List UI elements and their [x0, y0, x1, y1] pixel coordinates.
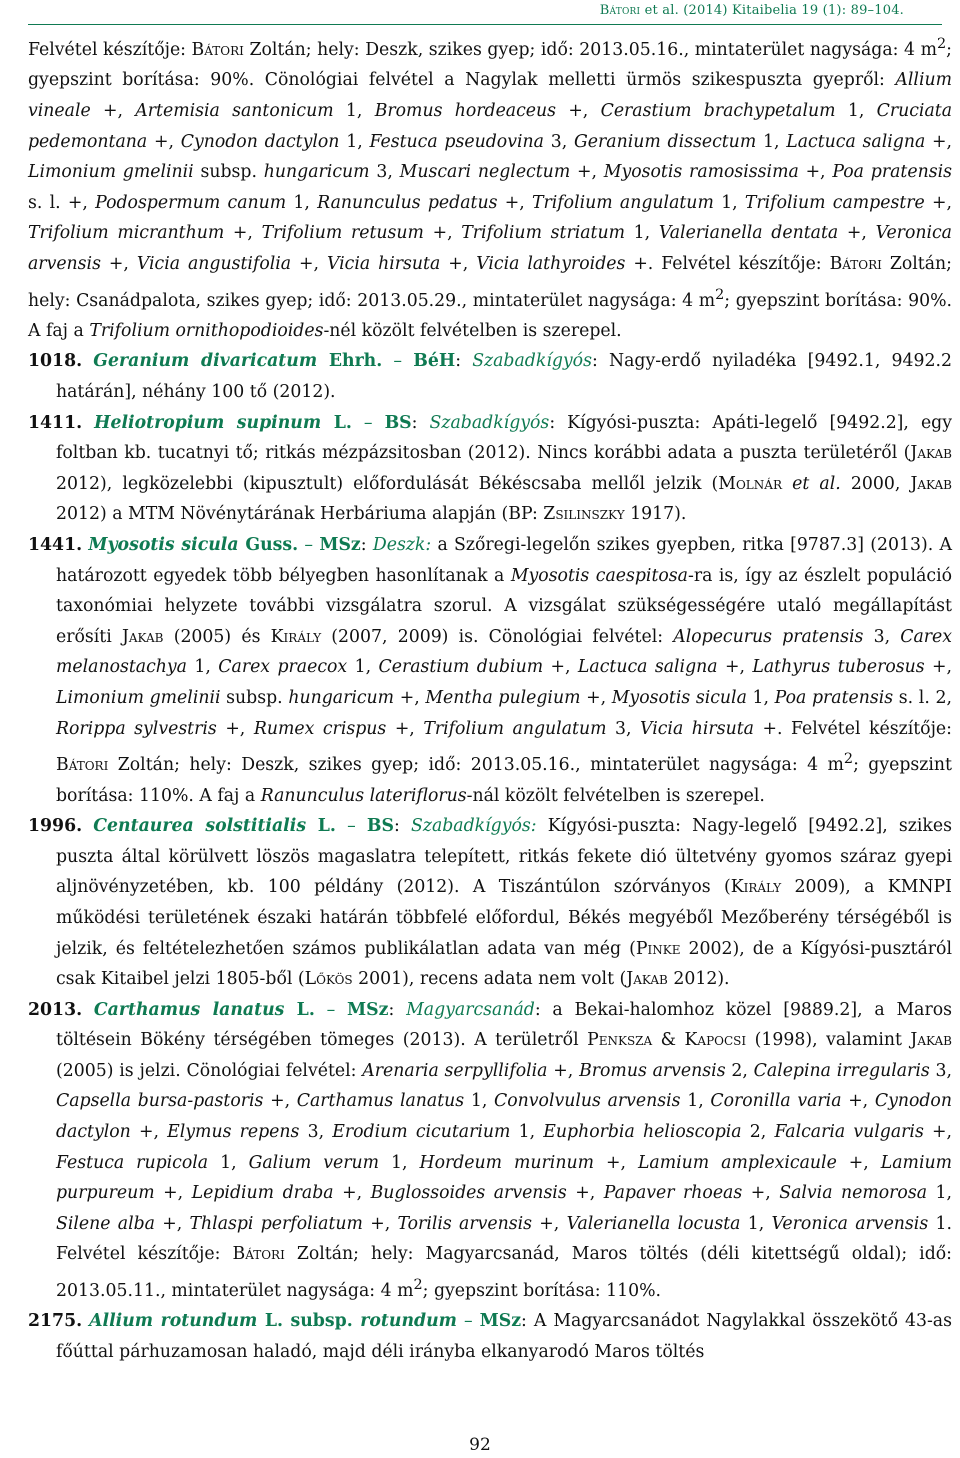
header-author: Bátori — [599, 3, 641, 18]
entry-number: 1411. — [28, 412, 83, 433]
species-name: Heliotropium supinum — [94, 412, 322, 433]
header-citation: et al. (2014) Kitaibelia 19 (1): 89–104. — [640, 3, 904, 18]
header-divider — [28, 24, 942, 25]
page-number: 92 — [469, 1435, 491, 1455]
entry-number: 2013. — [28, 999, 83, 1020]
region-code: BS — [366, 816, 394, 837]
region-code: MSz — [479, 1311, 522, 1332]
locality: Szabadkígyós: — [411, 816, 537, 837]
entry-number: 1018. — [28, 351, 83, 372]
article-body — [28, 29, 952, 1368]
entry-1996: 1996. Centaurea solstitialis L. – BS: Szabadkígyós: Kígyósi-puszta: Nagy-legelő [9492.2], szikes puszta által körülvett löszös magaslatra telepített, ritkás fekete dió ültetvény gyomos száraz gyepi aljnövényzetében, kb. 100 példány (2012). A Tiszántúlon szórványos (Király 2009), a KMNPI működési területének északi határán többfelé előfordul, Békés megyéből Mezőberény térségéből is jelzik, és feltételezhetően számos publikálatlan adata van még (Pinke 2002), de a Kígyósi-pusztáról csak Kitaibel jelzi 1805-ből (Lőkös 2001), recens adata nem volt (Jakab 2012). — [28, 816, 952, 990]
locality: Szabadkígyós — [429, 412, 550, 433]
locality: Deszk: — [372, 535, 432, 556]
locality: Szabadkígyós — [472, 351, 592, 372]
entry-1018: 1018. Geranium divaricatum Ehrh. – BéH: Szabadkígyós: Nagy-erdő nyiladéka [9492.1, 9492.2 határán], néhány 100 tő (2012). — [28, 351, 952, 403]
entry-2175: 2175. Allium rotundum L. subsp. rotundum – MSz: A Magyarcsanádot Nagylakkal összekötő 43-as főúttal párhuzamosan haladó, majd déli irányba elkanyarodó Maros töltés — [28, 1311, 952, 1362]
continuation-paragraph: Felvétel készítője: Bátori Zoltán; hely: Deszk, szikes gyep; idő: 2013.05.16., mintaterület nagysága: 4 $m^2$; gyepszint borítása: 90%. Cönológiai felvétel a Nagylak melletti ürmös szikespuszta gyepről: Allium vineale +, Artemisia santonicum 1, Bromus hordeaceus +, Cerastium brachypetalum 1, Cruciata pedemontana +, Cynodon dactylon 1, Festuca pseudovina 3, Geranium dissectum 1, Lactuca saligna +, Limonium gmelinii subsp. hungaricum 3, Muscari neglectum +, Myosotis ramosissima +, Poa pratensis s. l. +, Podospermum canum 1, Ranunculus pedatus +, Trifolium angulatum 1, Trifolium campestre +, Trifolium micranthum +, Trifolium retusum +, Trifolium striatum 1, Valerianella dentata +, Veronica arvensis +, Vicia angustifolia +, Vicia hirsuta +, Vicia lathyroides +. Felvétel készítője: Bátori Zoltán; hely: Csanádpalota, szikes gyep; idő: 2013.05.29., mintaterület nagysága: 4 $m^2$; gyepszint borítása: 90%. A faj a Trifolium ornithopodioides-nél közölt felvételben is szerepel. — [28, 36, 953, 341]
entry-2013: 2013. Carthamus lanatus L. – MSz: Magyarcsanád: a Bekai-halomhoz közel [9889.2], a Maros töltésein Bökény térségében tömeges (2013). A területről Penksza & Kapocsi (1998), valamint Jakab (2005) is jelzi. Cönológiai felvétel: Arenaria serpyllifolia +, Bromus arvensis 2, Calepina irregularis 3, Capsella bursa-pastoris +, Carthamus lanatus 1, Convolvulus arvensis 1, Coronilla varia +, Cynodon dactylon +, Elymus repens 3, Erodium cicutarium 1, Euphorbia helioscopia 2, Falcaria vulgaris +, Festuca rupicola 1, Galium verum 1, Hordeum murinum +, Lamium amplexicaule +, Lamium purpureum +, Lepidium draba +, Buglossoides arvensis +, Papaver rhoeas +, Salvia nemorosa 1, Silene alba +, Thlaspi perfoliatum +, Torilis arvensis +, Valerianella locusta 1, Veronica arvensis 1. Felvétel készítője: Bátori Zoltán; hely: Magyarcsanád, Maros töltés (déli kitettségű oldal); idő: 2013.05.11., mintaterület nagysága: 4 $m^2$; gyepszint borítása: 110%. — [28, 999, 953, 1301]
region-code: BS — [384, 412, 412, 433]
region-code: MSz — [319, 535, 361, 556]
entry-1441: 1441. Myosotis sicula Guss. – MSz: Deszk: a Szőregi-legelőn szikes gyepben, ritka [9787.3] (2013). A határozott egyedek több bélyegben hasonlítanak a Myosotis caespitosa-ra is, így az észlelt populáció taxonómiai helyzete további vizsgálatra szorul. A vizsgálat szükségességére utaló megállapítást erősíti Jakab (2005) és Király (2007, 2009) is. Cönológiai felvétel: Alopecurus pratensis 3, Carex melanostachya 1, Carex praecox 1, Cerastium dubium +, Lactuca saligna +, Lathyrus tuberosus +, Limonium gmelinii subsp. hungaricum +, Mentha pulegium +, Myosotis sicula 1, Poa pratensis s. l. 2, Rorippa sylvestris +, Rumex crispus +, Trifolium angulatum 3, Vicia hirsuta +. Felvétel készítője: Bátori Zoltán; hely: Deszk, szikes gyep; idő: 2013.05.16., mintaterület nagysága: 4 $m^2$; gyepszint borítása: 110%. A faj a Ranunculus lateriflorus-nál közölt felvételben is szerepel. — [28, 535, 953, 806]
species-name: Allium rotundum — [89, 1311, 258, 1332]
entry-number: 1996. — [28, 816, 83, 837]
region-code: BéH — [413, 351, 456, 372]
entry-number: 2175. — [28, 1311, 83, 1332]
region-code: MSz — [347, 999, 389, 1020]
species-name: Centaurea solstitialis — [93, 816, 307, 837]
running-header — [600, 3, 904, 18]
locality: Magyarcsanád — [406, 999, 535, 1020]
entry-1411: 1411. Heliotropium supinum L. – BS: Szabadkígyós: Kígyósi-puszta: Apáti-legelő [9492.2], egy foltban kb. tucatnyi tő; ritkás mézpázsitosban (2012). Nincs korábbi adata a puszta területéről (Jakab 2012), legközelebbi (kipusztult) előfordulását Békéscsaba mellől jelzik (Molnár et al. 2000, Jakab 2012) a MTM Növénytárának Herbáriuma alapján (BP: Zsilinszky 1917). — [28, 412, 953, 525]
species-name: Carthamus lanatus — [93, 999, 285, 1020]
species-name: Myosotis sicula — [88, 535, 239, 556]
species-name: Geranium divaricatum — [93, 351, 318, 372]
entry-number: 1441. — [28, 535, 83, 556]
